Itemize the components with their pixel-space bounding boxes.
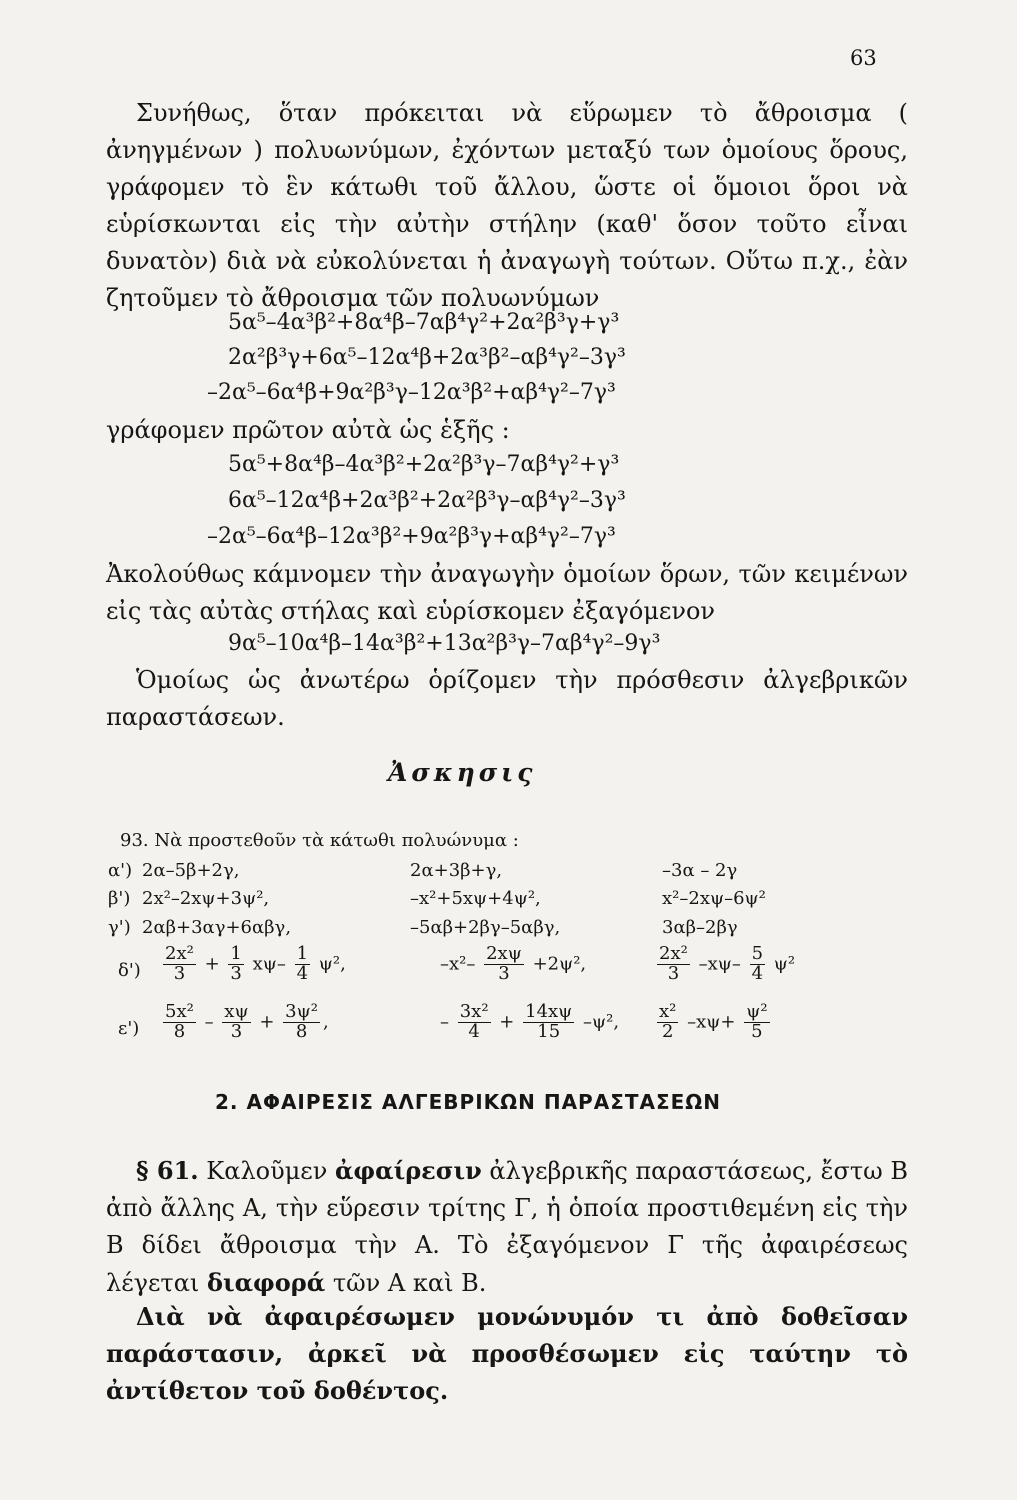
exercise-label: ε') <box>118 1018 140 1039</box>
polynomial-line: 6α⁵–12α⁴β+2α³β²+2α²β³γ–αβ⁴γ²–3γ³ <box>228 488 626 513</box>
exercise-term: 2α–5β+2γ, <box>142 860 240 881</box>
exercise-term: 2x²–2xψ+3ψ², <box>142 888 270 909</box>
section-61-paragraph: § 61. Καλοῦμεν ἀφαίρεσιν ἀλγεβρικῆς παραστάσεως, ἔστω B ἀπὸ ἄλλης A, τὴν εὕρεσιν τρίτης Γ, ἡ ὁποία προστιθεμένη εἰς τὴν B δίδει ἄθροισμα τὴν A. Τὸ ἐξαγόμενον Γ τῆς ἀφαιρέσεως λέγεται διαφορά τῶν A καὶ B. <box>106 1156 909 1297</box>
intro-paragraph: Συνήθως, ὅταν πρόκειται νὰ εὕρωμεν τὸ ἄθροισμα ( ἀνηγμένων ) πολυωνύμων, ἐχόντων μεταξύ των ὁμοίους ὅρους, γράφομεν τὸ ἓν κάτωθι τοῦ ἄλλου, ὥστε οἱ ὅμοιοι ὅροι νὰ εὑρίσκωνται εἰς τὴν αὐτὴν στήλην (καθ' ὅσον τοῦτο εἶναι δυνατὸν) διὰ νὰ εὐκολύνεται ἡ ἀναγωγὴ τούτων. Οὕτω π.χ., ἐὰν ζητοῦμεν τὸ ἄθροισμα τῶν πολυωνύμων <box>106 99 908 312</box>
exercise-term: –x²+5xψ+4ψ², <box>410 888 541 909</box>
fraction-row-e1: $\frac{\text{5x²}}{8}$ – $\frac{x\psi}{3}$ + $\frac{\text{3ψ²}}{8}$ , <box>165 1001 329 1042</box>
exercise-label: δ') <box>118 960 141 981</box>
exercise-label: β') <box>108 888 131 909</box>
polynomial-line: 5α⁵–4α³β²+8α⁴β–7αβ⁴γ²+2α²β³γ+γ³ <box>228 310 620 335</box>
term-subtraction: ἀφαίρεσιν <box>334 1156 482 1185</box>
page-number: 63 <box>850 46 877 70</box>
polynomial-line: 5α⁵+8α⁴β–4α³β²+2α²β³γ–7αβ⁴γ²+γ³ <box>228 452 620 477</box>
section-heading: 2. ΑΦΑΙΡΕΣΙΣ ΑΛΓΕΒΡΙΚΩΝ ΠΑΡΑΣΤΑΣΕΩΝ <box>215 1090 722 1114</box>
exercises-title: Ἀσκησις <box>388 758 537 787</box>
result-line: 9α⁵–10α⁴β–14α³β²+13α²β³γ–7αβ⁴γ²–9γ³ <box>228 631 661 656</box>
exercise-label: α') <box>108 860 133 881</box>
exercise-term: 2αβ+3αγ+6αβγ, <box>142 917 292 938</box>
fraction-row-e3: $\frac{\text{x²}}{2}$ –xψ+ $\frac{\text{ψ²}}{5}$ <box>659 1001 768 1042</box>
polynomial-line: –2α⁵–6α⁴β–12α³β²+9α²β³γ+αβ⁴γ²–7γ³ <box>207 524 616 549</box>
exercise-term: –3α – 2γ <box>662 860 738 881</box>
section-number: § 61. <box>136 1156 199 1185</box>
exercise-term: 2α+3β+γ, <box>410 860 503 881</box>
then-paragraph: Ἀκολούθως κάμνομεν τὴν ἀναγωγὴν ὁμοίων ὅρων, τῶν κειμένων εἰς τὰς αὐτὰς στήλας καὶ εὑρίσκομεν ἐξαγόμενον <box>106 560 908 625</box>
polynomial-line: 2α²β³γ+6α⁵–12α⁴β+2α³β²–αβ⁴γ²–3γ³ <box>228 345 626 370</box>
exercise-label: γ') <box>108 917 131 938</box>
fraction-row-d1: $\frac{\text{2x²}}{3}$ + $\frac{1}{3}$ xψ– $\frac{1}{4}$ ψ², <box>165 943 346 984</box>
fraction-row-d3: $\frac{\text{2x²}}{3}$ –xψ– $\frac{5}{4}$ ψ² <box>659 943 796 984</box>
fraction-row-d2: –x²– $\frac{2x\psi}{3}$ +2ψ², <box>440 943 587 984</box>
write-first-text: γράφομεν πρῶτον αὐτὰ ὡς ἑξῆς : <box>106 416 510 444</box>
exercise-term: –5αβ+2βγ–5αβγ, <box>410 917 561 938</box>
exercise-term: x²–2xψ–6ψ² <box>662 888 766 909</box>
rule-paragraph: Διὰ νὰ ἀφαιρέσωμεν μονώνυμόν τι ἀπὸ δοθεῖσαν παράστασιν, ἀρκεῖ νὰ προσθέσωμεν εἰς ταύτην τὸ ἀντίθετον τοῦ δοθέντος. <box>106 1302 908 1405</box>
polynomial-line: –2α⁵–6α⁴β+9α²β³γ–12α³β²+αβ⁴γ²–7γ³ <box>207 380 616 405</box>
exercise-93: 93. Νὰ προστεθοῦν τὰ κάτωθι πολυώνυμα : <box>120 830 519 851</box>
term-difference: διαφορά <box>206 1268 326 1297</box>
exercise-term: 3αβ–2βγ <box>662 917 738 938</box>
fraction-row-e2: – $\frac{\text{3x²}}{4}$ + $\frac{14x\psi}{15}$ –ψ², <box>440 1001 620 1042</box>
similarly-paragraph: Ὁμοίως ὡς ἀνωτέρω ὁρίζομεν τὴν πρόσθεσιν ἀλγεβρικῶν παραστάσεων. <box>106 666 908 731</box>
